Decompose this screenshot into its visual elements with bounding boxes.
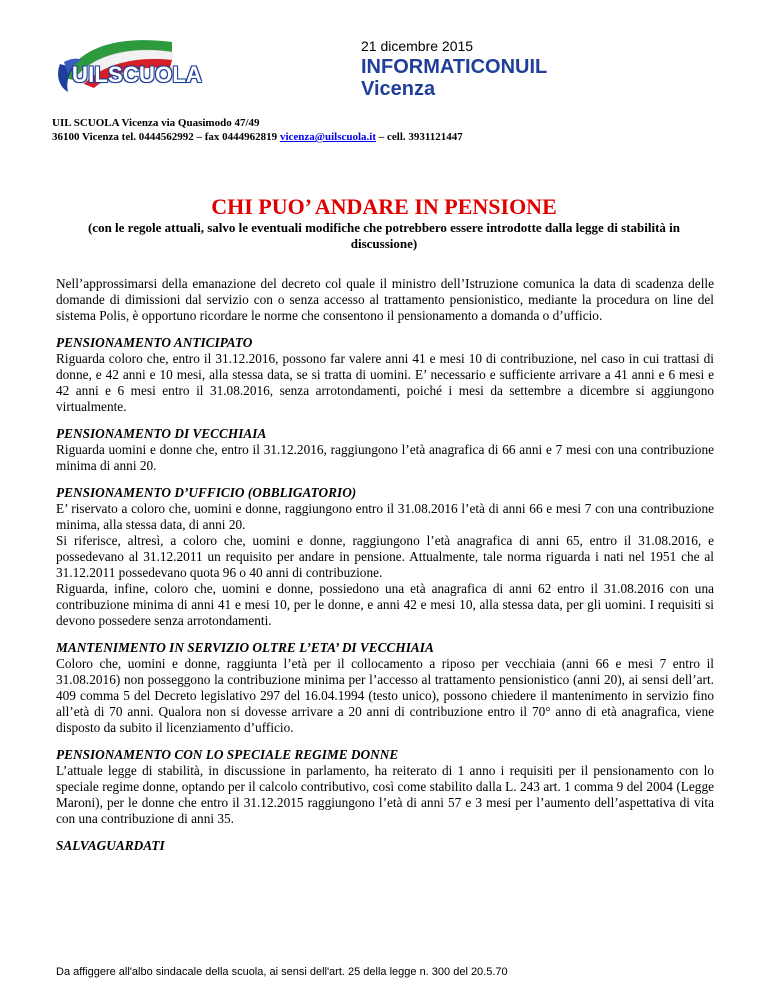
section-paragraph: Si riferisce, altresì, a coloro che, uomini e donne, raggiungono l’età anagrafica di anni 65, entro il 31.08.2016, e possedevano al 31.12.2011 un requisito per andare in pensione. Attualmente, tale norma riguarda i nati nel 1951 che al 31.12.2011 possedevano quota 96 o 40 anni di contribuzione. <box>56 533 714 580</box>
section-paragraph: Riguarda uomini e donne che, entro il 31.12.2016, raggiungono l’età anagrafica di 66 anni e 7 mesi con una contribuzione minima di anni 20. <box>56 442 714 473</box>
header-title <box>361 56 547 100</box>
section-paragraph: L’attuale legge di stabilità, in discussione in parlamento, ha reiterato di 1 anno i requisiti per il pensionamento con lo speciale regime donne, optando per il calcolo contributivo, così come stabilito dalla L. 243 art. 1 comma 9 del 2004 (Legge Maroni), per le donne che entro il 31.12.2015 raggiungono l’età di anni 57 e 3 mesi per l’aumento dell’aspettativa di vita con una contribuzione di anni 35. <box>56 763 714 826</box>
section-paragraph: Riguarda coloro che, entro il 31.12.2016, possono far valere anni 41 e mesi 10 di contribuzione, nel caso in cui trattasi di donne, e 42 anni e 10 mesi, alla stessa data, se si tratta di uomini. E’ necessario e sufficiente arrivare a 41 anni e 6 mesi e 42 anni e 6 mesi entro il 31.08.2016, senza arrotondamenti, poiché i mesi da settembre a dicembre si aggiungono virtualmente. <box>56 351 714 414</box>
page-title: CHI PUO’ ANDARE IN PENSIONE <box>211 194 557 219</box>
section-title: PENSIONAMENTO DI VECCHIAIA <box>56 426 267 441</box>
address-phone-fax: 36100 Vicenza tel. 0444562992 – fax 0444962819 <box>52 131 280 143</box>
address-line2 <box>52 130 463 144</box>
email-link[interactable]: vicenza@uilscuola.it <box>279 131 377 143</box>
section-title: PENSIONAMENTO CON LO SPECIALE REGIME DONNE <box>56 747 399 762</box>
sections-container <box>56 335 714 854</box>
section-title: PENSIONAMENTO ANTICIPATO <box>56 335 253 350</box>
section-paragraph: E’ riservato a coloro che, uomini e donne, raggiungono entro il 31.08.2016 l’età di anni 66 e mesi 7 con una contribuzione minima, alla stessa data, di anni 20. <box>56 501 714 532</box>
address-line1: UIL SCUOLA Vicenza via Quasimodo 47/49 <box>52 117 260 129</box>
section-paragraph: Riguarda, infine, coloro che, uomini e donne, possiedono una età anagrafica di anni 62 entro il 31.08.2016 con una contribuzione minima di anni 41 e mesi 10, per le donne, e anni 42 e mesi 10, alla stessa data, per gli uomini. I requisiti si devono possedere senza arrotondamenti. <box>56 581 714 628</box>
uilscuola-logo <box>52 34 238 96</box>
logo-text: UILSCUOLA <box>72 62 203 87</box>
header-date: 21 dicembre 2015 <box>361 38 474 54</box>
header-title-line2: Vicenza <box>361 78 436 100</box>
footer-note: Da affiggere all'albo sindacale della scuola, ai sensi dell'art. 25 della legge n. 300 del 20.5.70 <box>56 966 508 978</box>
address-block <box>52 116 463 144</box>
section-title: PENSIONAMENTO D’UFFICIO (OBBLIGATORIO) <box>56 485 357 500</box>
header-title-line1: INFORMATICONUIL <box>361 56 548 78</box>
section-title: SALVAGUARDATI <box>56 838 165 853</box>
address-cell: – cell. 3931121447 <box>376 131 463 143</box>
page-subtitle: (con le regole attuali, salvo le eventuali modifiche che potrebbero essere introdotte dalla legge di stabilità in discussione) <box>87 220 681 251</box>
section-title: MANTENIMENTO IN SERVIZIO OLTRE L’ETA’ DI VECCHIAIA <box>56 640 434 655</box>
document-body <box>56 276 714 854</box>
intro-paragraph: Nell’approssimarsi della emanazione del decreto col quale il ministro dell’Istruzione comunica la data di scadenza delle domande di dimissioni dal servizio con o senza accesso al trattamento pensionistico, mediante la procedura on line del sistema Polis, è opportuno ricordare le norme che consentono il pensionamento a domanda o d’ufficio. <box>56 276 714 323</box>
section-paragraph: Coloro che, uomini e donne, raggiunta l’età per il collocamento a riposo per vecchiaia (anni 66 e mesi 7 entro il 31.08.2016) non posseggono la contribuzione minima per l’accesso al trattamento pensionistico (anni 20), ai sensi dell’art. 409 comma 5 del Decreto legislativo 297 del 16.04.1994 (testo unico), possono chiedere il mantenimento in servizio fino all’età di 70 anni. Qualora non si dovesse arrivare a 20 anni di contribuzione entro il 70° anno di età anagrafica, viene disposto da subito il licenziamento d’ufficio. <box>56 656 714 735</box>
